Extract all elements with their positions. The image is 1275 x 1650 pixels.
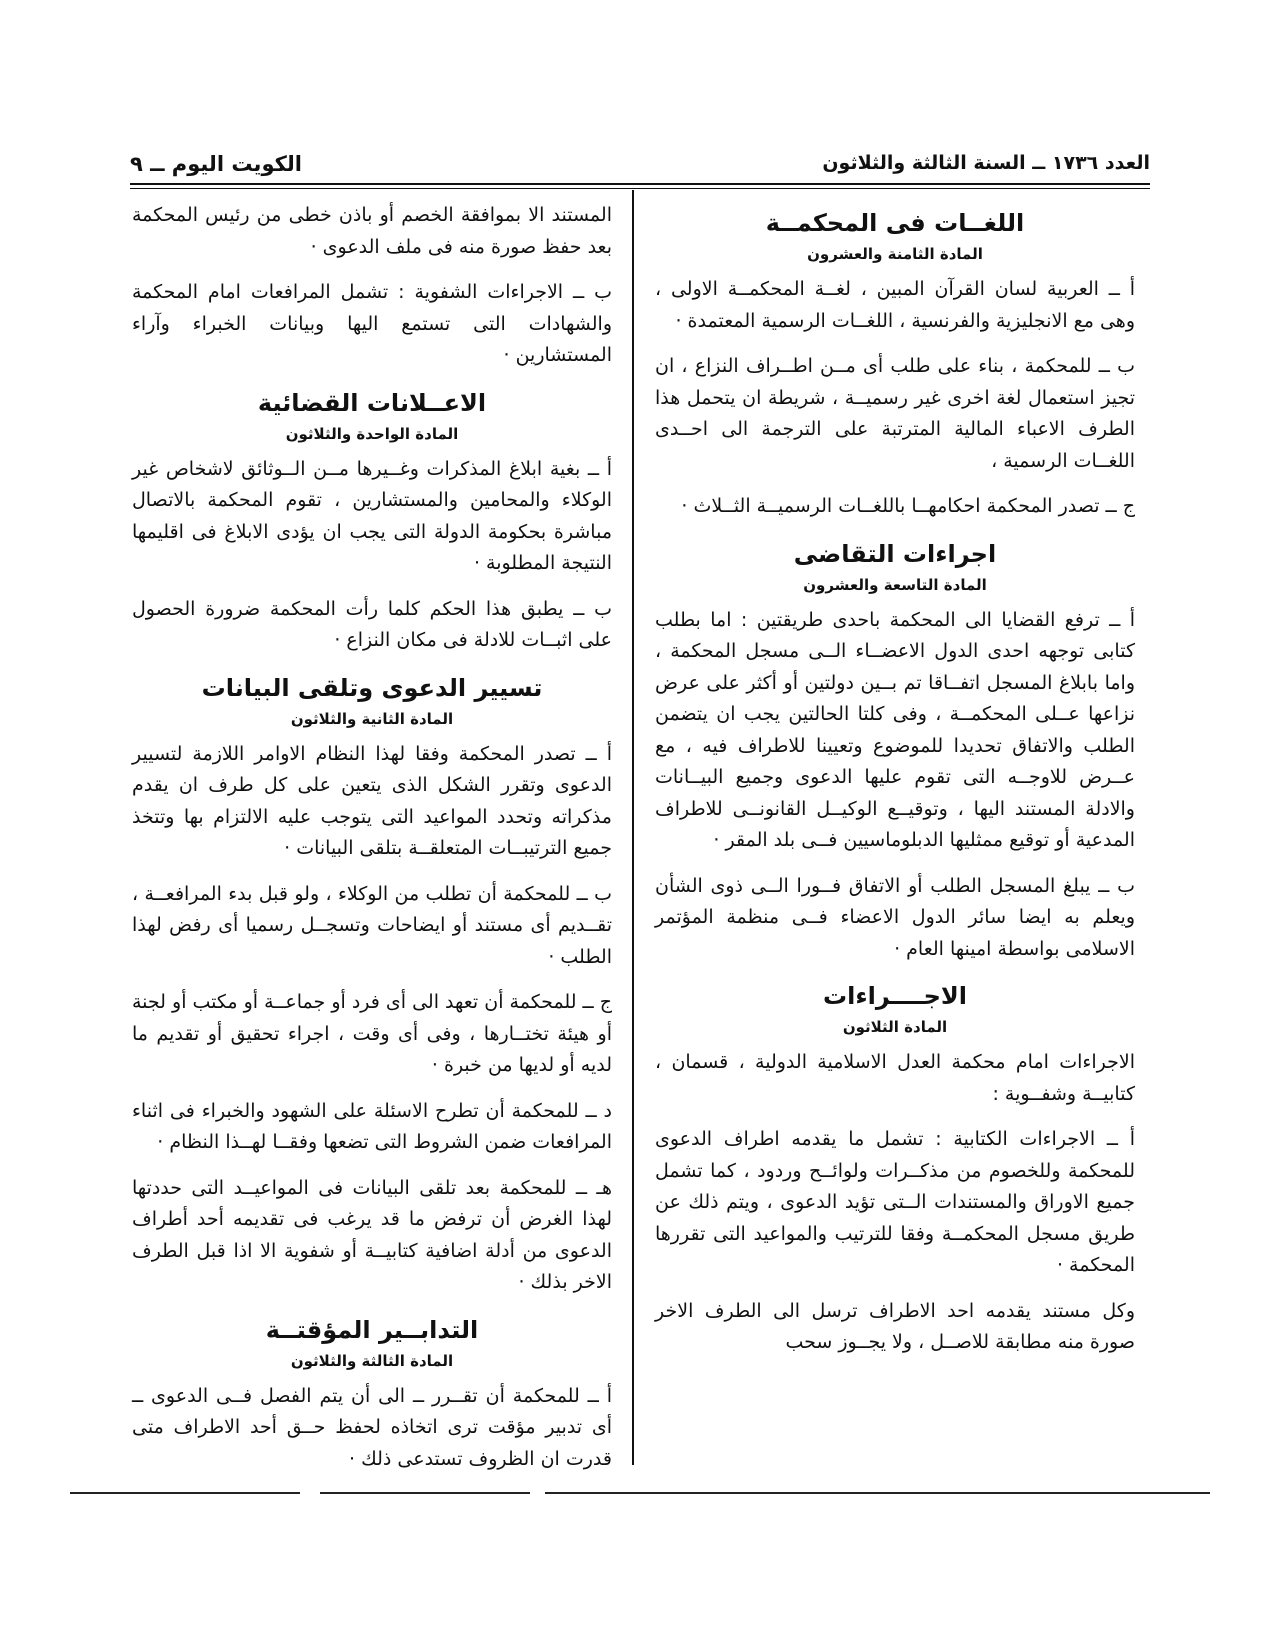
article-30-title: المادة الثلاثون — [842, 1018, 948, 1036]
section-title-interim-measures: التدابــير المؤقتــة — [265, 1315, 479, 1344]
paragraph: ب ــ يبلغ المسجل الطلب أو الاتفاق فــورا الــى ذوى الشأن ويعلم به ايضا سائر الدول الاعضاء فــى منظمة المؤتمر الاسلامى بواسطة امينها العام · — [655, 874, 1135, 960]
left-column — [132, 200, 612, 1489]
paragraph: ب ــ يطبق هذا الحكم كلما رأت المحكمة ضرورة الحصول على اثبــات للادلة فى مكان النزاع · — [132, 597, 612, 651]
column-divider — [632, 190, 634, 1465]
paragraph: هـ ــ للمحكمة بعد تلقى البيانات فى المواعيــد التى حددتها لهذا الغرض أن ترفض ما قد يرغب فى تقديمه أحد أطراف الدعوى من أدلة اضافية كتابيــة أو شفوية الا اذا قبل الطرف الاخر بذلك · — [132, 1176, 612, 1293]
paragraph: أ ــ ترفع القضايا الى المحكمة باحدى طريقتين : اما بطلب كتابى توجهه احدى الدول الاعضــاء الــى مسجل المحكمة ، واما بابلاغ المسجل اتفــاقا تم بــين دولتين أو أكثر على عرض نزاعها عــلى المحكمــة ، وفى كلتا الحالتين يجب ان يتضمن الطلب والاتفاق تحديدا للموضوع وتعيينا للاطراف فيه ، مع عــرض للاوجــه التى تقوم عليها الدعوى وجميع البيــانات والادلة المستند اليها ، وتوقيــع الوكيــل القانونــى للاطراف المدعية أو توقيع ممثليها الدبلوماسيين فــى بلد المقر · — [655, 608, 1135, 851]
paragraph: أ ــ تصدر المحكمة وفقا لهذا النظام الاوامر اللازمة لتسيير الدعوى وتقرر الشكل الذى يتعين على كل طرف ان يقدم مذكراته وتحدد المواعيد التى يتوجب عليه الالتزام بها وتتخذ جميع الترتيبــات المتعلقــة بتلقى البيانات · — [132, 742, 612, 859]
section-title-case-conduct: تسيير الدعوى وتلقى البيانات — [201, 673, 543, 702]
article-33-title: المادة الثالثة والثلاثون — [290, 1351, 454, 1370]
article-31-title: المادة الواحدة والثلاثون — [285, 424, 459, 443]
paragraph: ب ــ للمحكمة ، بناء على طلب أى مــن اطــراف النزاع ، ان تجيز استعمال لغة اخرى غير رسميــة ، شريطة ان يتحمل هذا الطرف الاعباء المالية المترتبة على الترجمة الى احــدى اللغــات الرسمية ، — [655, 355, 1135, 472]
paragraph: ب ــ الاجراءات الشفوية : تشمل المرافعات امام المحكمة والشهادات التى تستمع اليها وبيانات الخبراء وآراء المستشارين · — [132, 281, 612, 366]
section-title-languages: اللغــات فى المحكمــة — [765, 209, 1025, 237]
paragraph: أ ــ العربية لسان القرآن المبين ، لغــة المحكمــة الاولى ، وهى مع الانجليزية والفرنسية ، اللغــات الرسمية المعتمدة · — [655, 278, 1135, 332]
paragraph: أ ــ بغية ابلاغ المذكرات وغــيرها مــن الــوثائق لاشخاص غير الوكلاء والمحامين والمستشارين ، تقوم المحكمة بالاتصال مباشرة بحكومة الدولة التى يجب ان يؤدى الابلاغ فى اقليمها النتيجة المطلوبة · — [132, 457, 612, 574]
paragraph: المستند الا بموافقة الخصم أو باذن خطى من رئيس المحكمة بعد حفظ صورة منه فى ملف الدعوى · — [132, 204, 612, 258]
paragraph: ب ــ للمحكمة أن تطلب من الوكلاء ، ولو قبل بدء المرافعــة ، تقــديم أى مستند أو ايضاحات وتسجــل رسميا أى رفض لهذا الطلب · — [132, 882, 612, 968]
footer-rule — [545, 1492, 1210, 1494]
gazette-page-label: الكويت اليوم ــ ٩ — [130, 152, 302, 176]
footer-rule — [320, 1492, 530, 1494]
paragraph: ج ــ للمحكمة أن تعهد الى أى فرد أو جماعــة أو مكتب أو لجنة أو هيئة تختــارها ، وفى أى وقت ، اجراء تحقيق أو تقديم ما لديه أو لديها من خبرة · — [132, 991, 612, 1076]
paragraph: أ ــ للمحكمة أن تقــرر ــ الى أن يتم الفصل فــى الدعوى ــ أى تدبير مؤقت ترى اتخاذه لحفظ حــق أحد الاطراف متى قدرت ان الظروف تستدعى ذلك · — [132, 1384, 612, 1470]
paragraph: ج ــ تصدر المحكمة احكامهــا باللغــات الرسميــة الثــلاث · — [681, 495, 1135, 517]
footer-rule — [70, 1492, 300, 1494]
header-rule — [130, 183, 1150, 185]
paragraph: وكل مستند يقدمه احد الاطراف ترسل الى الطرف الاخر صورة منه مطابقة للاصــل ، ولا يجــوز سحب — [655, 1299, 1135, 1353]
issue-number: العدد ١٧٣٦ ــ السنة الثالثة والثلاثون — [822, 152, 1150, 174]
article-32-title: المادة الثانية والثلاثون — [290, 709, 454, 728]
footer-rules — [70, 1492, 1210, 1498]
section-title-litigation: اجراءات التقاضى — [793, 539, 997, 568]
right-column — [655, 200, 1135, 1373]
section-title-procedures: الاجــــراءات — [823, 982, 967, 1010]
header-rule-thin — [130, 188, 1150, 189]
article-29-title: المادة التاسعة والعشرون — [803, 575, 987, 594]
paragraph: أ ــ الاجراءات الكتابية : تشمل ما يقدمه اطراف الدعوى للمحكمة وللخصوم من مذكــرات ولوائــح وردود ، كما تشمل جميع الاوراق والمستندات الــتى تؤيد الدعوى ، ويتم ذلك عن طريق مسجل المحكمــة وفقا للترتيب والمواعيد التى تقررها المحكمة · — [655, 1128, 1135, 1276]
paragraph: د ــ للمحكمة أن تطرح الاسئلة على الشهود والخبراء فى اثناء المرافعات ضمن الشروط التى تضعها وفقــا لهــذا النظام · — [132, 1099, 612, 1153]
article-28-title: المادة الثامنة والعشرون — [807, 245, 983, 263]
paragraph: الاجراءات امام محكمة العدل الاسلامية الدولية ، قسمان ، كتابيــة وشفــوية : — [655, 1051, 1135, 1105]
page-header — [130, 150, 1150, 184]
section-title-judicial-notices: الاعــلانات القضائية — [257, 388, 487, 417]
